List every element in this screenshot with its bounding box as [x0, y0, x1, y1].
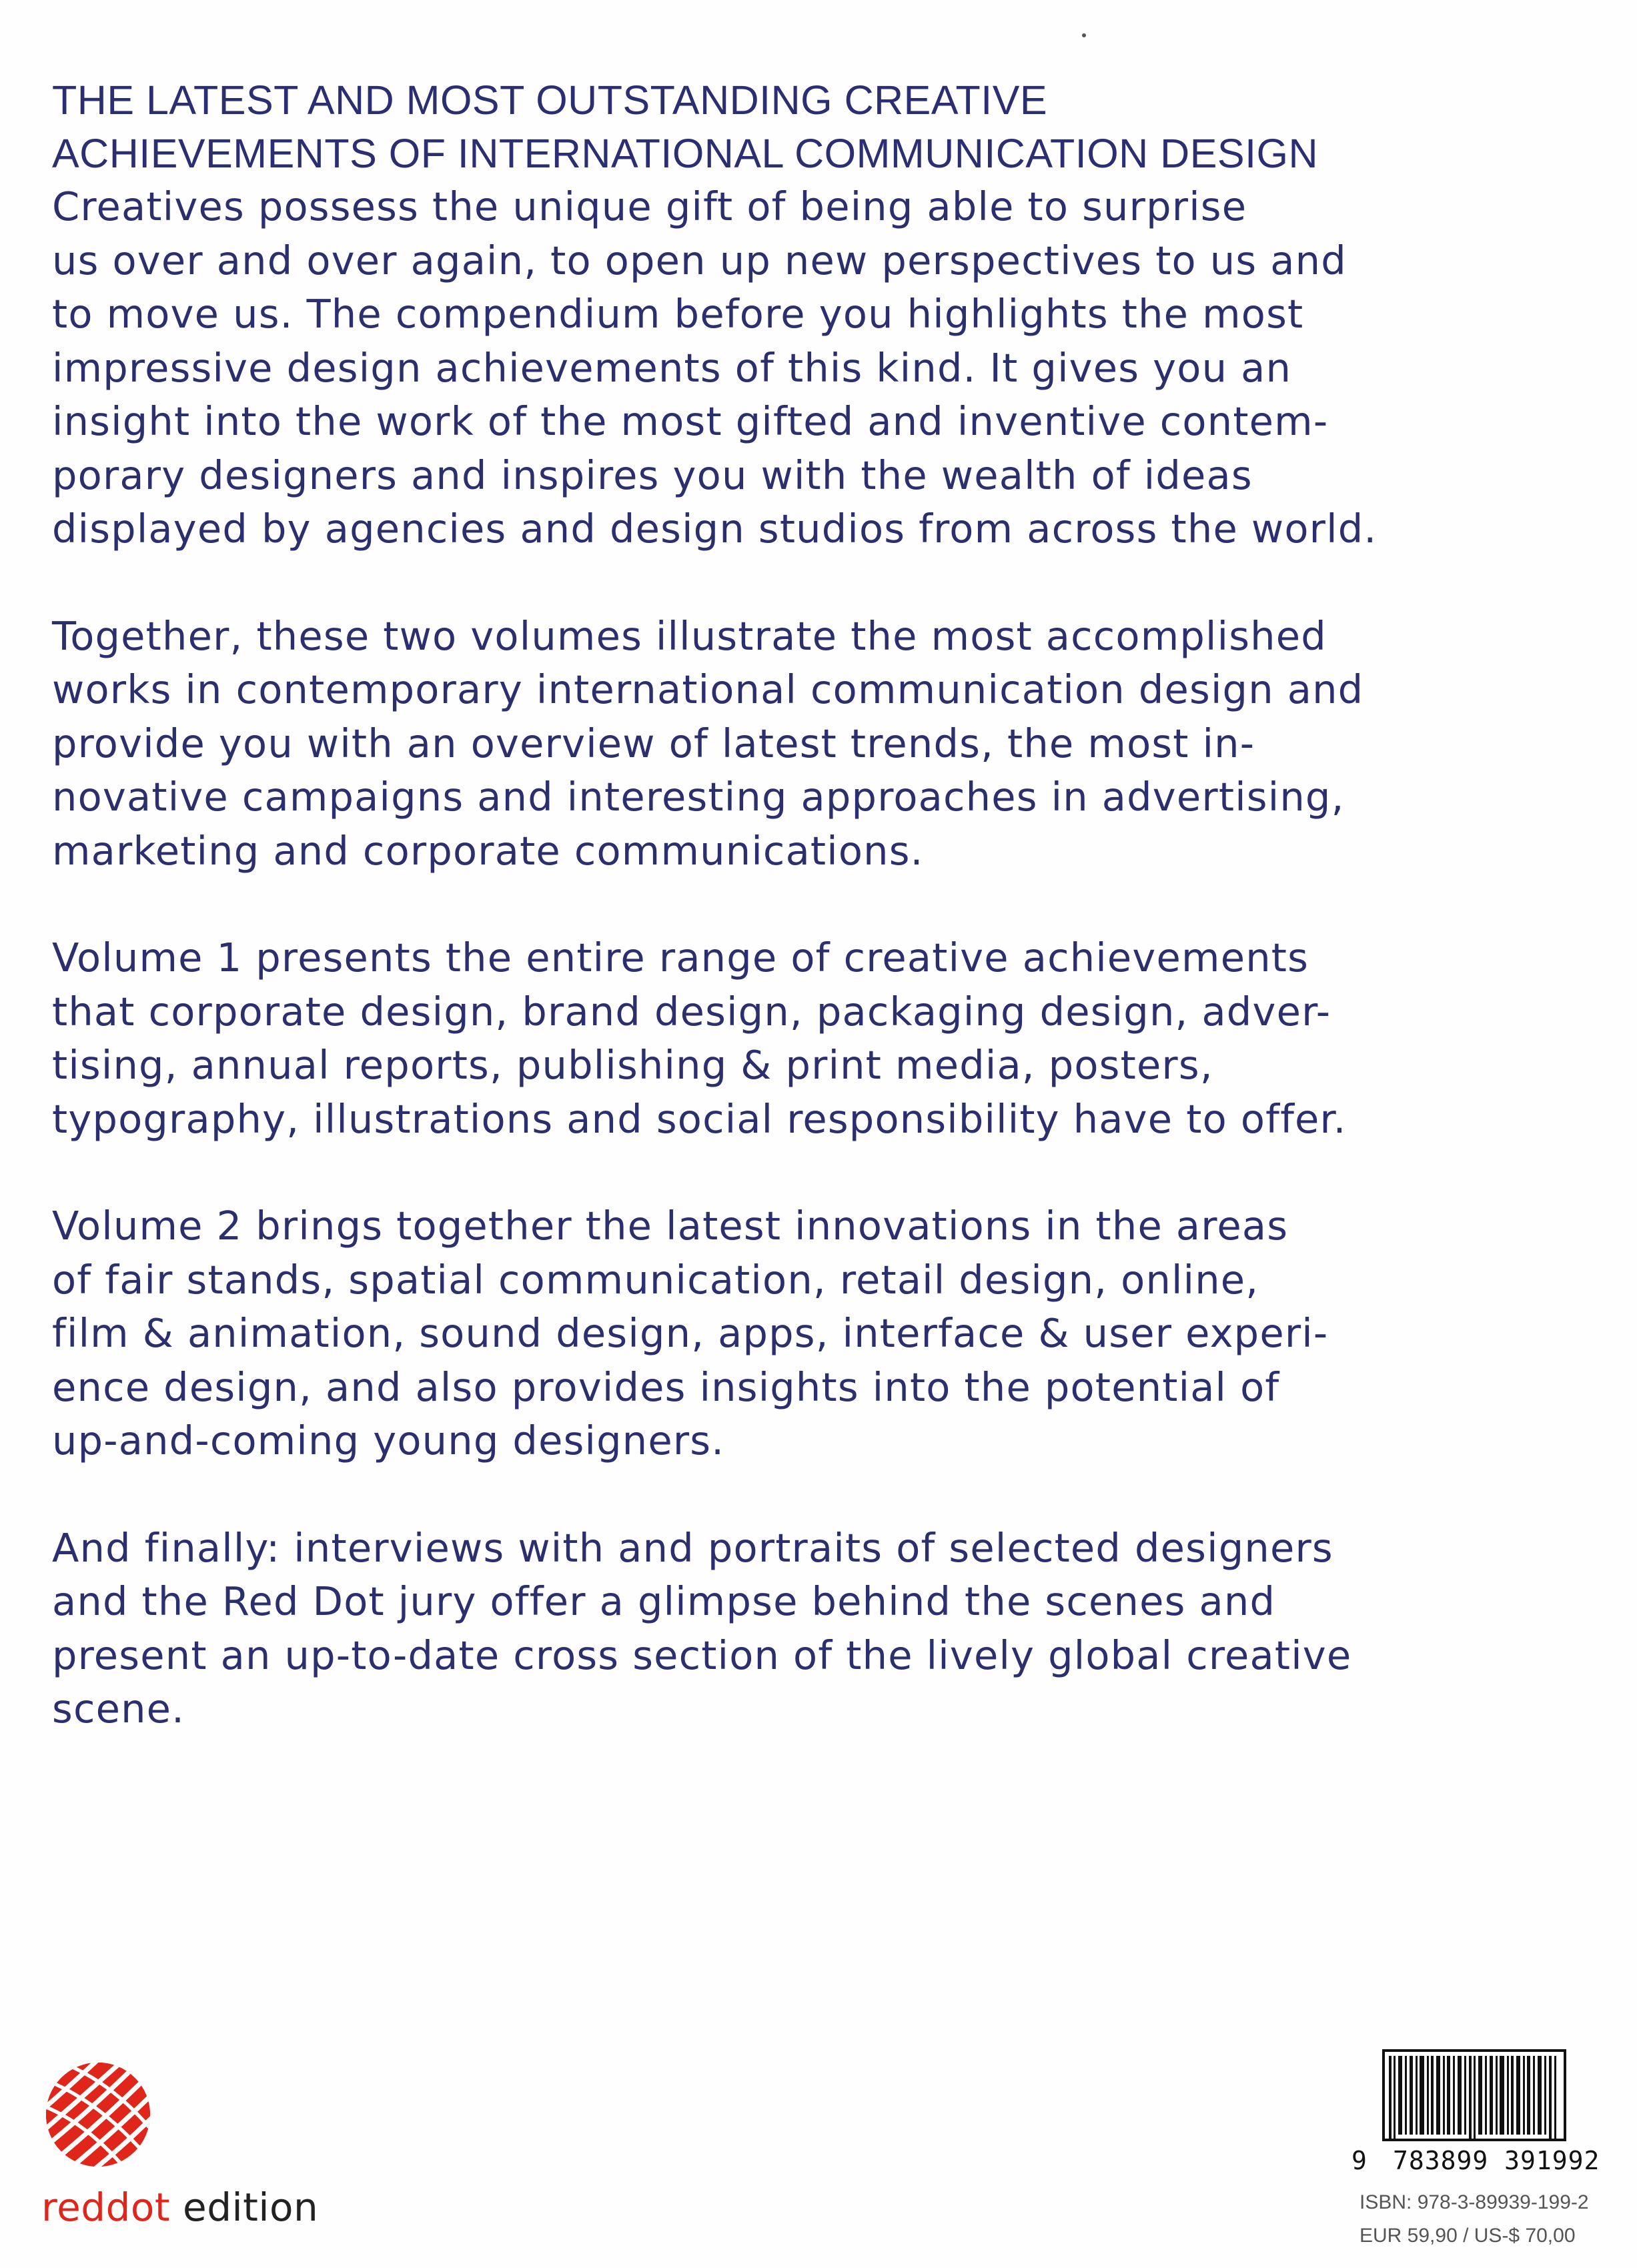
brand-name [41, 2185, 318, 2230]
paragraph-line: scene. [52, 1686, 185, 1732]
paragraph-line: present an up-to-date cross section of the lively global creative [52, 1632, 1352, 1678]
paragraph-volume-1 [52, 931, 1426, 1146]
paragraph-line: us over and over again, to open up new perspectives to us and [52, 237, 1347, 284]
paragraph-intro [52, 180, 1426, 556]
paragraph-line: tising, annual reports, publishing & print media, posters, [52, 1042, 1213, 1088]
paragraph-line: that corporate design, brand design, packaging design, adver- [52, 988, 1331, 1035]
paragraph-gap [52, 556, 1426, 610]
main-text-block [52, 73, 1426, 1736]
price-text: EUR 59,90 / US-$ 70,00 [1359, 2225, 1576, 2247]
paragraph-line: impressive design achievements of this kind. It gives you an [52, 344, 1292, 391]
paragraph-line: of fair stands, spatial communication, retail design, online, [52, 1256, 1259, 1303]
paragraph-gap [52, 1146, 1426, 1199]
headline-line-1: THE LATEST AND MOST OUTSTANDING CREATIVE [52, 77, 1048, 123]
paragraph-line: typography, illustrations and social responsibility have to offer. [52, 1095, 1347, 1142]
barcode-first-digit: 9 [1351, 2146, 1367, 2175]
paragraph-line: and the Red Dot jury offer a glimpse behind the scenes and [52, 1578, 1276, 1624]
paragraph-line: works in contemporary international communication design and [52, 666, 1364, 712]
barcode-digits: 783899 391992 [1393, 2146, 1600, 2175]
paragraph-line: Together, these two volumes illustrate the most accomplished [52, 612, 1327, 659]
paragraph-volume-2 [52, 1199, 1426, 1468]
paragraph-line: insight into the work of the most gifted and inventive contem- [52, 398, 1329, 444]
paragraph-gap [52, 1468, 1426, 1522]
paragraph-line: film & animation, sound design, apps, interface & user experi- [52, 1310, 1329, 1356]
barcode-icon [1382, 2049, 1566, 2141]
headline-line-2: ACHIEVEMENTS OF INTERNATIONAL COMMUNICATION DESIGN [52, 131, 1319, 176]
paragraph-line: ence design, and also provides insights into the potential of [52, 1363, 1280, 1410]
barcode [1346, 2049, 1600, 2176]
brand-red-word: red [41, 2185, 106, 2230]
paragraph-gap [52, 878, 1426, 931]
red-dot-logo-icon [41, 2058, 155, 2171]
headline [52, 73, 1426, 180]
paragraph-line: Volume 1 presents the entire range of creative achievements [52, 935, 1309, 981]
paragraph-line: up-and-coming young designers. [52, 1418, 725, 1464]
brand-dot-word: dot [105, 2185, 171, 2230]
paragraph-line: Volume 2 brings together the latest innovations in the areas [52, 1203, 1289, 1249]
print-speck [1082, 33, 1086, 37]
paragraph-line: displayed by agencies and design studios from across the world. [52, 506, 1378, 552]
paragraph-line: provide you with an overview of latest trends, the most in- [52, 720, 1255, 766]
paragraph-volumes [52, 610, 1426, 879]
paragraph-line: porary designers and inspires you with the wealth of ideas [52, 452, 1253, 498]
brand-edition-word: edition [170, 2185, 319, 2230]
isbn-text: ISBN: 978-3-89939-199-2 [1359, 2191, 1589, 2213]
paragraph-line: to move us. The compendium before you highlights the most [52, 291, 1304, 337]
paragraph-line: novative campaigns and interesting approaches in advertising, [52, 774, 1345, 820]
paragraph-line: Creatives possess the unique gift of being able to surprise [52, 183, 1247, 229]
paragraph-finally [52, 1522, 1426, 1736]
paragraph-line: And finally: interviews with and portraits of selected designers [52, 1524, 1333, 1571]
paragraph-line: marketing and corporate communications. [52, 827, 924, 874]
